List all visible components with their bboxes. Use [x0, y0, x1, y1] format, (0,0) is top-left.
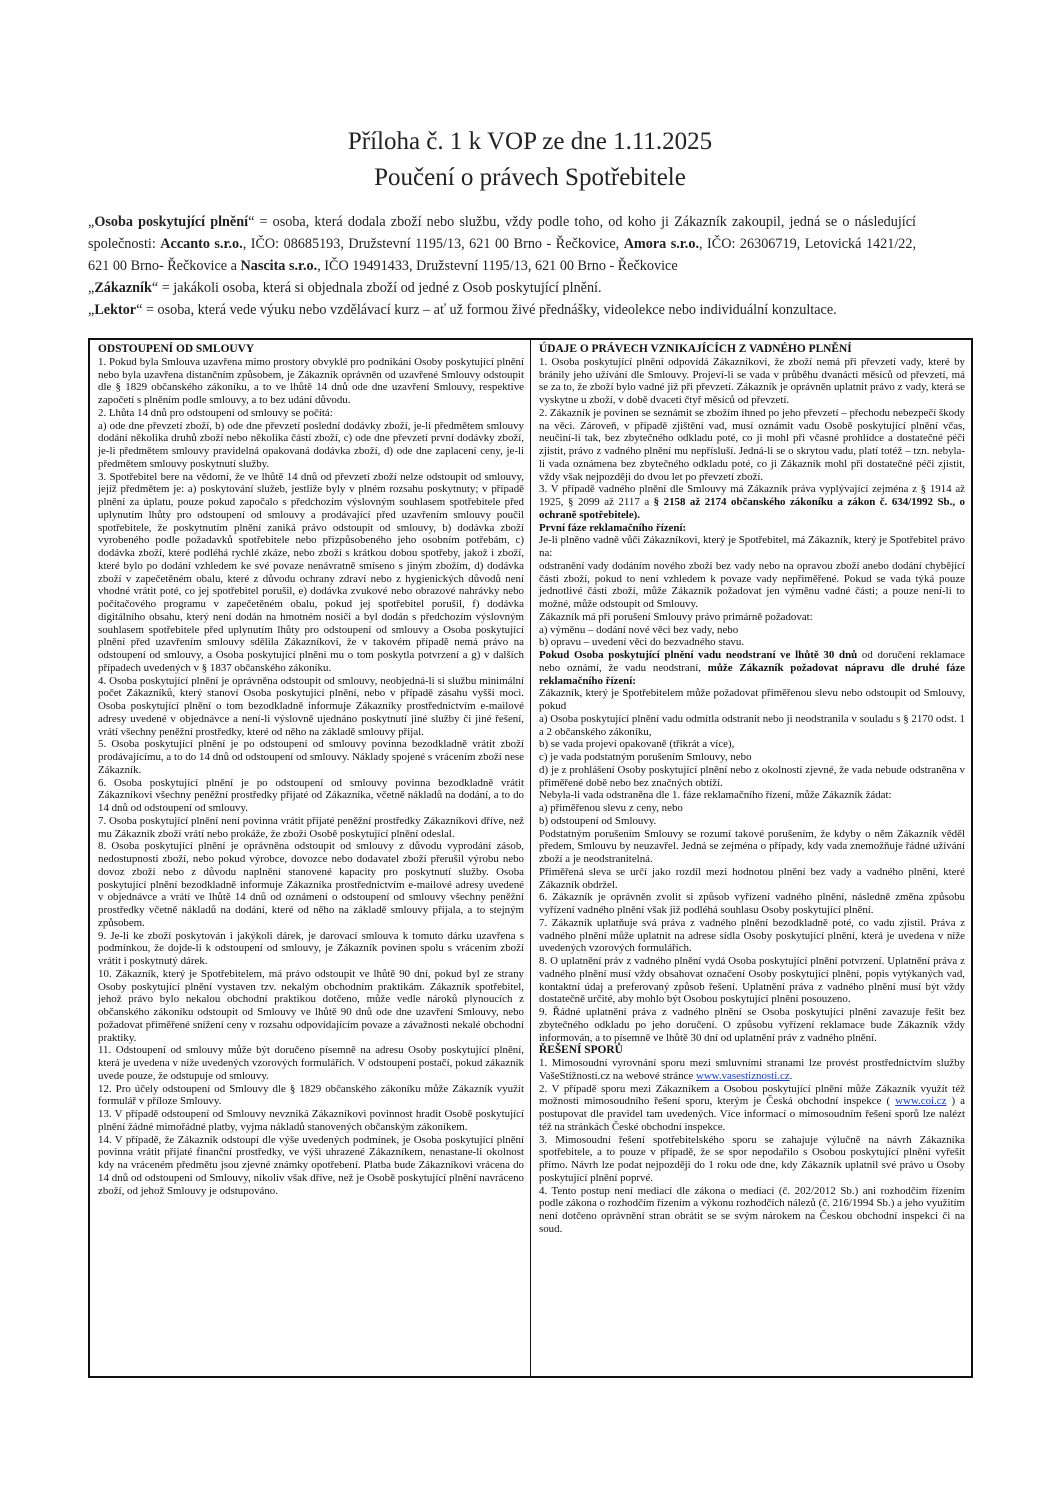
paragraph — [539, 802, 965, 815]
text: Je-li plněno vadně vůči Zákazníkovi, který je Spotřebitel, má Zákazník, který je Spotřebitel právo na: — [539, 534, 965, 559]
text: 13. V případě odstoupení od Smlouvy nevzniká Zákazníkovi povinnost hradit Osobě poskytující plnění žádné mimořádné platby, vyjma nákladů stanovených občanským zákoníkem. — [98, 1108, 524, 1133]
paragraph — [539, 764, 965, 790]
paragraph — [98, 471, 524, 675]
paragraph — [539, 407, 965, 484]
text: 8. O uplatnění práv z vadného plnění vydá Osoba poskytující plnění potvrzení. Uplatnění práva z vadného plnění musí vždy obsahovat označení Osoby poskytující plnění, popis vytýkaných vad, kontaktní údaj a preferovaný způsob řešení. Uplatnění práva z vadného plnění musí být vždy dostatečně určité, aby mohlo být Osobou poskytující plnění posouzeno. — [539, 955, 965, 1006]
paragraph — [539, 356, 965, 407]
web-link[interactable]: www.coi.cz — [895, 1095, 947, 1108]
text: 4. Osoba poskytující plnění je oprávněna odstoupit od smlouvy, neobjedná-li si službu minimální počet Zákazníků, který stanoví Osoba poskytující plnění, nebo v případě zásahu vyšší moci. Osoba poskytující plnění o tom bezodkladně informuje Zákazníky prostřednictvím e-mailové adresy uvedené v objednávce a není-li výslovně ujednáno poskytnutí jiné služby či jiné řešení, vrátí všechny peněžní prostředky, které od něho na základě smlouvy přijal. — [98, 674, 524, 738]
paragraph — [539, 1083, 965, 1134]
paragraph — [98, 738, 524, 776]
text: od doručení reklamace nebo oznámí, že vadu neodstraní, — [539, 649, 965, 674]
paragraph — [539, 1134, 965, 1185]
text: 1. Mimosoudní vyrovnání sporu mezi smluvními stranami lze provést prostřednictvím služby VašeStížnosti.cz na webové stránce — [539, 1057, 965, 1082]
bold-text: Zákazník — [94, 280, 152, 296]
paragraph — [539, 789, 965, 802]
paragraph — [539, 713, 965, 739]
bold-text: § 2158 až 2174 občanského zákoníku a zákon č. 634/1992 Sb., o ochraně spotřebitele). — [539, 496, 965, 521]
bold-text: Pokud Osoba poskytující plnění vadu neodstraní ve lhůtě 30 dnů — [539, 649, 858, 661]
text: Zákazník, který je Spotřebitelem může požadovat přiměřenou slevu nebo odstoupit od Smlouvy, pokud — [539, 687, 965, 712]
text: „ — [88, 302, 95, 318]
definitions — [88, 211, 916, 321]
section-heading: ÚDAJE O PRÁVECH VZNIKAJÍCÍCH Z VADNÉHO PLNĚNÍ — [539, 343, 852, 355]
paragraph — [98, 1044, 524, 1082]
text: 5. Osoba poskytující plnění je po odstoupení od smlouvy povinna bezodkladně vrátit zboží prodávajícímu, a to do 14 dnů od odstoupení od smlouvy. Náklady spojené s vrácením zboží nese Zákazník. — [98, 738, 524, 776]
page-title: Příloha č. 1 k VOP ze dne 1.11.2025 — [347, 128, 713, 155]
paragraph — [98, 840, 524, 929]
withdrawal-column — [90, 340, 530, 1376]
text: 9. Řádné uplatnění práva z vadného plnění se Osoba poskytující plnění zavazuje řešit bez zbytečného odkladu po jeho doručení. O způsobu vyřízení reklamace bude Zákazník vždy informován, a to písemně ve lhůtě 30 dní od uplatnění práv z vadného plnění. — [539, 1006, 965, 1044]
paragraph — [539, 751, 965, 764]
text: 4. Tento postup není mediací dle zákona o mediaci (č. 202/2012 Sb.) ani rozhodčím řízením podle zákona o rozhodčím řízením a výkonu rozhodčích nálezů (č. 216/1994 Sb.) a jeho využitím není dotčeno oprávnění stran obrátit se se svým nárokem na Českou obchodní inspekci či na soud. — [539, 1184, 965, 1235]
paragraph — [539, 624, 965, 637]
bold-text: může Zákazník požadovat nápravu dle druhé fáze reklamačního řízení: — [539, 661, 966, 687]
defects-column — [530, 340, 971, 1376]
bold-text: Lektor — [94, 302, 137, 318]
text: 2. Lhůta 14 dnů pro odstoupení od smlouvy se počítá: — [98, 406, 333, 419]
text: 7. Zákazník uplatňuje svá práva z vadného plnění bezodkladně poté, co vadu zjistil. Práva z vadného plnění může uplatnit na adrese sídla Osoby poskytující plnění, která je uvedena v níže uvedených vzorových formulářích. — [539, 916, 965, 955]
text: 2. V případě sporu mezi Zákazníkem a Osobou poskytující plnění může Zákazník využít též možnosti mimosoudního řešení sporu, kterým je Česká obchodní inspekce ( — [539, 1082, 965, 1108]
bold-text: První fáze reklamačního řízení: — [539, 521, 687, 534]
text: 2. Zákazník je povinen se seznámit se zbožím ihned po jeho převzetí – přechodu nebezpečí škody na věci. Zároveň, v případě zjištění vad, musí oznámit vadu Osobě poskytující plnění včas, neučiní-li tak, bez zbytečného odkladu poté, co ji mohl při včasné prohlídce a dostatečné péči zjistit, právo z vadného plnění mu nepřísluší. Jedná-li se o skrytou vadu, platí totéž – tzn. nebyla-li vada oznámena bez zbytečného odkladu poté, co ji Zákazník mohl při dostatečné péči zjistit, vždy však nejpozději do dvou let po převzetí zboží. — [539, 406, 965, 483]
paragraph — [539, 866, 965, 892]
text: 3. V případě vadného plnění dle Smlouvy má Zákazník práva vyplývající zejména z § 1914 až 1925, § 2099 až 2117 a — [539, 483, 965, 508]
text: „ — [88, 214, 95, 230]
text: b) opravu – uvedení věci do bezvadného stavu. — [539, 636, 745, 649]
paragraph — [539, 687, 965, 713]
text: “ = osoba, která dodala zboží nebo službu, vždy podle toho, od koho ji Zákazník zakoupil, jedná se o následující společnosti: — [88, 214, 916, 252]
paragraph — [539, 636, 965, 649]
paragraph — [539, 891, 965, 917]
text: ) a postupovat dle pravidel tam uvedených. Více informací o mimosoudním řešení sporů lze nalézt též na stránkách České obchodní inspekce. — [539, 1095, 966, 1133]
paragraph — [98, 1083, 524, 1109]
text: 3. Mimosoudní řešení spotřebitelského sporu se zahajuje výlučně na návrh Zákazníka spotřebitele, a to pouze v případě, že se spor nepodařilo s Osobou poskytující plnění vyřešit přímo. Návrh lze podat nejpozději do 1 roku ode dne, kdy Zákazník uplatnil své právo u Osoby poskytující plnění poprvé. — [539, 1133, 965, 1184]
text: 9. Je-li ke zboží poskytován i jakýkoli dárek, je darovací smlouva k tomuto dárku uzavřena s podmínkou, že dojde-li k odstoupení od smlouvy, je Zákazník povinen spolu s vrácením zboží vrátit i poskytnutý dárek. — [98, 929, 524, 967]
section-heading: ODSTOUPENÍ OD SMLOUVY — [98, 343, 255, 355]
text: “ = jakákoli osoba, která si objednala zboží od jedné z Osob poskytující plnění. — [151, 280, 602, 296]
page-subtitle: Poučení o právech Spotřebitele — [374, 164, 686, 191]
bold-text: Osoba poskytující plnění — [94, 214, 249, 230]
text: 14. V případě, že Zákazník odstoupí dle výše uvedených podmínek, je Osoba poskytující plnění povinna vrátit přijaté finanční prostředky, ve výši uhrazené Zákazníkem, nenastane-li okolnost kdy na vráceném předmětu jsou zjevné známky opotřebení. Platba bude Zákazníkovi vrácena do 14 dnů od odstoupení od Smlouvy, nikoliv však dříve, než je Osobě poskytující plnění navráceno zboží, od jehož Smlouvy je odstupováno. — [98, 1133, 524, 1197]
paragraph — [539, 534, 965, 560]
text: . — [789, 1069, 793, 1082]
text: „ — [88, 280, 95, 296]
paragraph — [539, 955, 965, 1006]
text: , IČO 19491433, Družstevní 1195/13, 621 00 Brno - Řečkovice — [317, 258, 678, 274]
text: 11. Odstoupení od smlouvy může být doručeno písemně na adresu Osoby poskytující plnění, která je uvedena v níže uvedených vzorových formulářích. V odstoupení postačí, pokud zákazník uvede pouze, že odstupuje od smlouvy. — [98, 1044, 524, 1082]
text: Zákazník má při porušení Smlouvy právo primárně požadovat: — [539, 610, 813, 623]
paragraph — [539, 917, 965, 955]
paragraph — [98, 420, 524, 471]
paragraph — [98, 968, 524, 1045]
text: , IČO: 08685193, Družstevní 1195/13, 621 00 Brno - Řečkovice, — [242, 236, 624, 252]
text: 1. Osoba poskytující plnění odpovídá Zákazníkovi, že zboží nemá při převzetí vady, které by bránily jeho užívání dle Smlouvy. Projeví-li se vada v průběhu dvanácti měsíců od převzetí, má se za to, že zboží bylo vadné již při převzetí. Zákazník je oprávněn uplatnit právo z vady, která se vyskytne u zboží, v době dvaceti čtyř měsíců od převzetí. — [539, 355, 965, 406]
paragraph — [539, 828, 965, 866]
paragraph — [539, 560, 965, 611]
text: 7. Osoba poskytující plnění není povinna vrátit přijaté peněžní prostředky Zákazníkovi dříve, než mu Zákazník zboží vrátí nebo prokáže, že zboží Osobě poskytující plnění odeslal. — [98, 814, 524, 840]
paragraph — [539, 1185, 965, 1236]
paragraph — [98, 930, 524, 968]
text: 6. Osoba poskytující plnění je po odstoupení od smlouvy povinna bezodkladně vrátit Zákazníkovi všechny peněžní prostředky přijaté od Zákazníka, včetně nákladů na dodání, a to do 14 dnů od odstoupení od smlouvy. — [98, 776, 524, 814]
text: 6. Zákazník je oprávněn zvolit si způsob vyřízení vadného plnění, následně změna způsobu vyřízení vadného plnění však již podléhá souhlasu Osoby poskytující plnění. — [539, 891, 965, 916]
text: c) je vada podstatným porušením Smlouvy, nebo — [539, 751, 752, 763]
rights-table — [88, 338, 973, 1378]
definition — [88, 299, 916, 321]
text: , IČO: 26306719, Letovická 1421/22, 621 00 Brno- Řečkovice a — [88, 236, 916, 274]
text: odstranění vady dodáním nového zboží bez vady nebo na opravou zboží anebo dodání chybějící části zboží, pokud to není vzhledem k povaze vady nepřiměřené. Pokud se vada týká pouze jednotlivé části zboží, může Zákazník požadovat jen výměnu vadné části; a pouze není-li to možné, může odstoupit od Smlouvy. — [539, 559, 965, 610]
paragraph — [539, 649, 965, 687]
text: Přiměřená sleva se určí jako rozdíl mezi hodnotou plnění bez vady a vadného plnění, které Zákazník obdržel. — [539, 865, 965, 891]
paragraph — [539, 611, 965, 624]
bold-text: Nascita s.r.o. — [240, 258, 318, 274]
paragraph — [98, 777, 524, 815]
text: a) ode dne převzetí zboží, b) ode dne převzetí poslední dodávky zboží, je-li předmětem smlouvy dodání několika druhů zboží nebo několika částí zboží, c) ode dne převzetí první dodávky zboží, je-li předmětem smlouvy pravidelná opakovaná dodávka zboží, d) ode dne zaplacení ceny, je-li předmětem smlouvy poskytnutí služby. — [98, 419, 524, 470]
paragraph — [539, 815, 965, 828]
bold-text: Amora s.r.o. — [623, 236, 699, 252]
paragraph — [539, 1057, 965, 1083]
paragraph — [539, 483, 965, 521]
bold-text: Accanto s.r.o. — [160, 236, 243, 252]
text: a) přiměřenou slevu z ceny, nebo — [539, 802, 683, 814]
paragraph — [98, 1134, 524, 1198]
text: 1. Pokud byla Smlouva uzavřena mimo prostory obvyklé pro podnikání Osoby poskytující plnění nebo byla uzavřena distančním způsobem, je Zákazník oprávněn od uzavřené Smlouvy odstoupit dle § 1829 občanského zákoníku, a to ve lhůtě 14 dnů ode dne uzavření Smlouvy, respektive započetí s plněním podle smlouvy, a to bez udání důvodu. — [98, 355, 524, 406]
text: 8. Osoba poskytující plnění je oprávněna odstoupit od smlouvy z důvodu vyprodání zásob, nedostupnosti zboží, nebo pokud výrobce, dovozce nebo dodavatel zboží přerušil výrobu nebo dovoz zboží nebo z důvodu naplnění stanovené kapacity pro poskytnutí služby. Osoba poskytující plnění bezodkladně informuje Zákazníka prostřednictvím e-mailové adresy uvedené v objednávce a vrátí ve lhůtě 14 dnů od oznámení o odstoupení od smlouvy všechny peněžní prostředky včetně nákladů na dodání, které od něho na základě smlouvy přijala, a to stejným způsobem. — [98, 840, 524, 929]
text: 12. Pro účely odstoupení od Smlouvy dle § 1829 občanského zákoníku může Zákazník využít formulář v příloze Smlouvy. — [98, 1082, 524, 1108]
text: Podstatným porušením Smlouvy se rozumí takové porušením, že kdyby o něm Zákazník věděl předem, Smlouvu by neuzavřel. Jedná se zejména o případy, kdy vada znemožňuje řádné užívání zboží a je neodstranitelná. — [539, 827, 965, 865]
definition — [88, 211, 916, 277]
section-heading: ŘEŠENÍ SPORŮ — [539, 1044, 623, 1057]
text: a) výměnu – dodání nové věci bez vady, nebo — [539, 623, 739, 636]
text: “ = osoba, která vede výuku nebo vzdělávací kurz – ať už formou živé přednášky, videolekce nebo individuální konzultace. — [136, 302, 837, 318]
paragraph — [98, 356, 524, 407]
text: b) odstoupení od Smlouvy. — [539, 814, 657, 827]
paragraph — [539, 1006, 965, 1044]
paragraph — [539, 522, 965, 535]
text: 10. Zákazník, který je Spotřebitelem, má právo odstoupit ve lhůtě 90 dní, pokud byl ze strany Osoby poskytující plnění vystaven tzv. nekalým obchodním praktikám. Zákazník spotřebitel, jehož právo bylo nekalou obchodní praktikou dotčeno, může vedle nároků plynoucích z občanského zákoníku odstoupit od Smlouvy ve lhůtě 90 dnů ode dne uzavření Smlouvy, nebo požadovat přiměřené snížení ceny v rozsahu odpovídajícím povaze a závažnosti nekalé obchodní praktiky. — [98, 967, 524, 1044]
paragraph — [98, 815, 524, 841]
paragraph — [98, 407, 524, 420]
text: a) Osoba poskytující plnění vadu odmítla odstranit nebo ji neodstranila v souladu s § 2170 odst. 1 a 2 občanského zákoníku, — [539, 712, 965, 738]
text: 3. Spotřebitel bere na vědomí, že ve lhůtě 14 dnů od převzetí zboží nelze odstoupit od smlouvy, jejíž předmětem je: a) poskytování služeb, jestliže byly v plném rozsahu poskytnuty; v případě plnění za úplatu, pouze pokud započalo s předchozím výslovným souhlasem spotřebitele před uplynutím lhůty pro odstoupení od smlouvy a prodávající před uzavřením smlouvy poučil spotřebitele, že poskytnutím plnění zaniká právo odstoupit od smlouvy, b) dodávka zboží vyrobeného podle požadavků spotřebitele nebo přizpůsobeného jeho osobním potřebám, c) dodávka zboží, které podléhá rychlé zkáze, nebo zboží s krátkou dobou spotřeby, jakož i zboží, které bylo po dodání vzhledem ke své povaze nenávratně smíseno s jiným zbožím, d) dodávka zboží v zapečetěném obalu, které z důvodu ochrany zdraví nebo z hygienických důvodů není vhodné vrátit poté, co jej spotřebitel porušil, e) dodávka zvukové nebo obrazové nahrávky nebo počítačového programu v zapečetěném obalu, pokud jej spotřebitel porušil, f) dodávka digitálního obsahu, který není dodán na hmotném nosiči a byl dodán s předchozím výslovným souhlasem spotřebitele před uplynutím lhůty pro odstoupení od smlouvy a Osoba poskytující plnění před uzavřením smlouvy sdělila Zákazníkovi, že v takovém případě nemá právo na odstoupení od smlouvy, a Osoba poskytující plnění mu o tom poskytla potvrzení a g) v dalších případech uvedených v § 1837 občanského zákoníku. — [98, 470, 524, 674]
text: b) se vada projeví opakovaně (třikrát a více), — [539, 738, 735, 751]
paragraph — [539, 738, 965, 751]
text: d) je z prohlášení Osoby poskytující plnění nebo z okolností zjevné, že vada nebude odstraněna v přiměřené době nebo bez značných obtíží. — [539, 763, 965, 789]
paragraph — [98, 675, 524, 739]
text: Nebyla-li vada odstraněna dle 1. fáze reklamačního řízení, může Zákazník žádat: — [539, 789, 892, 802]
paragraph — [98, 1108, 524, 1134]
web-link[interactable]: www.vasestiznosti.cz — [695, 1069, 790, 1082]
definition — [88, 277, 916, 299]
